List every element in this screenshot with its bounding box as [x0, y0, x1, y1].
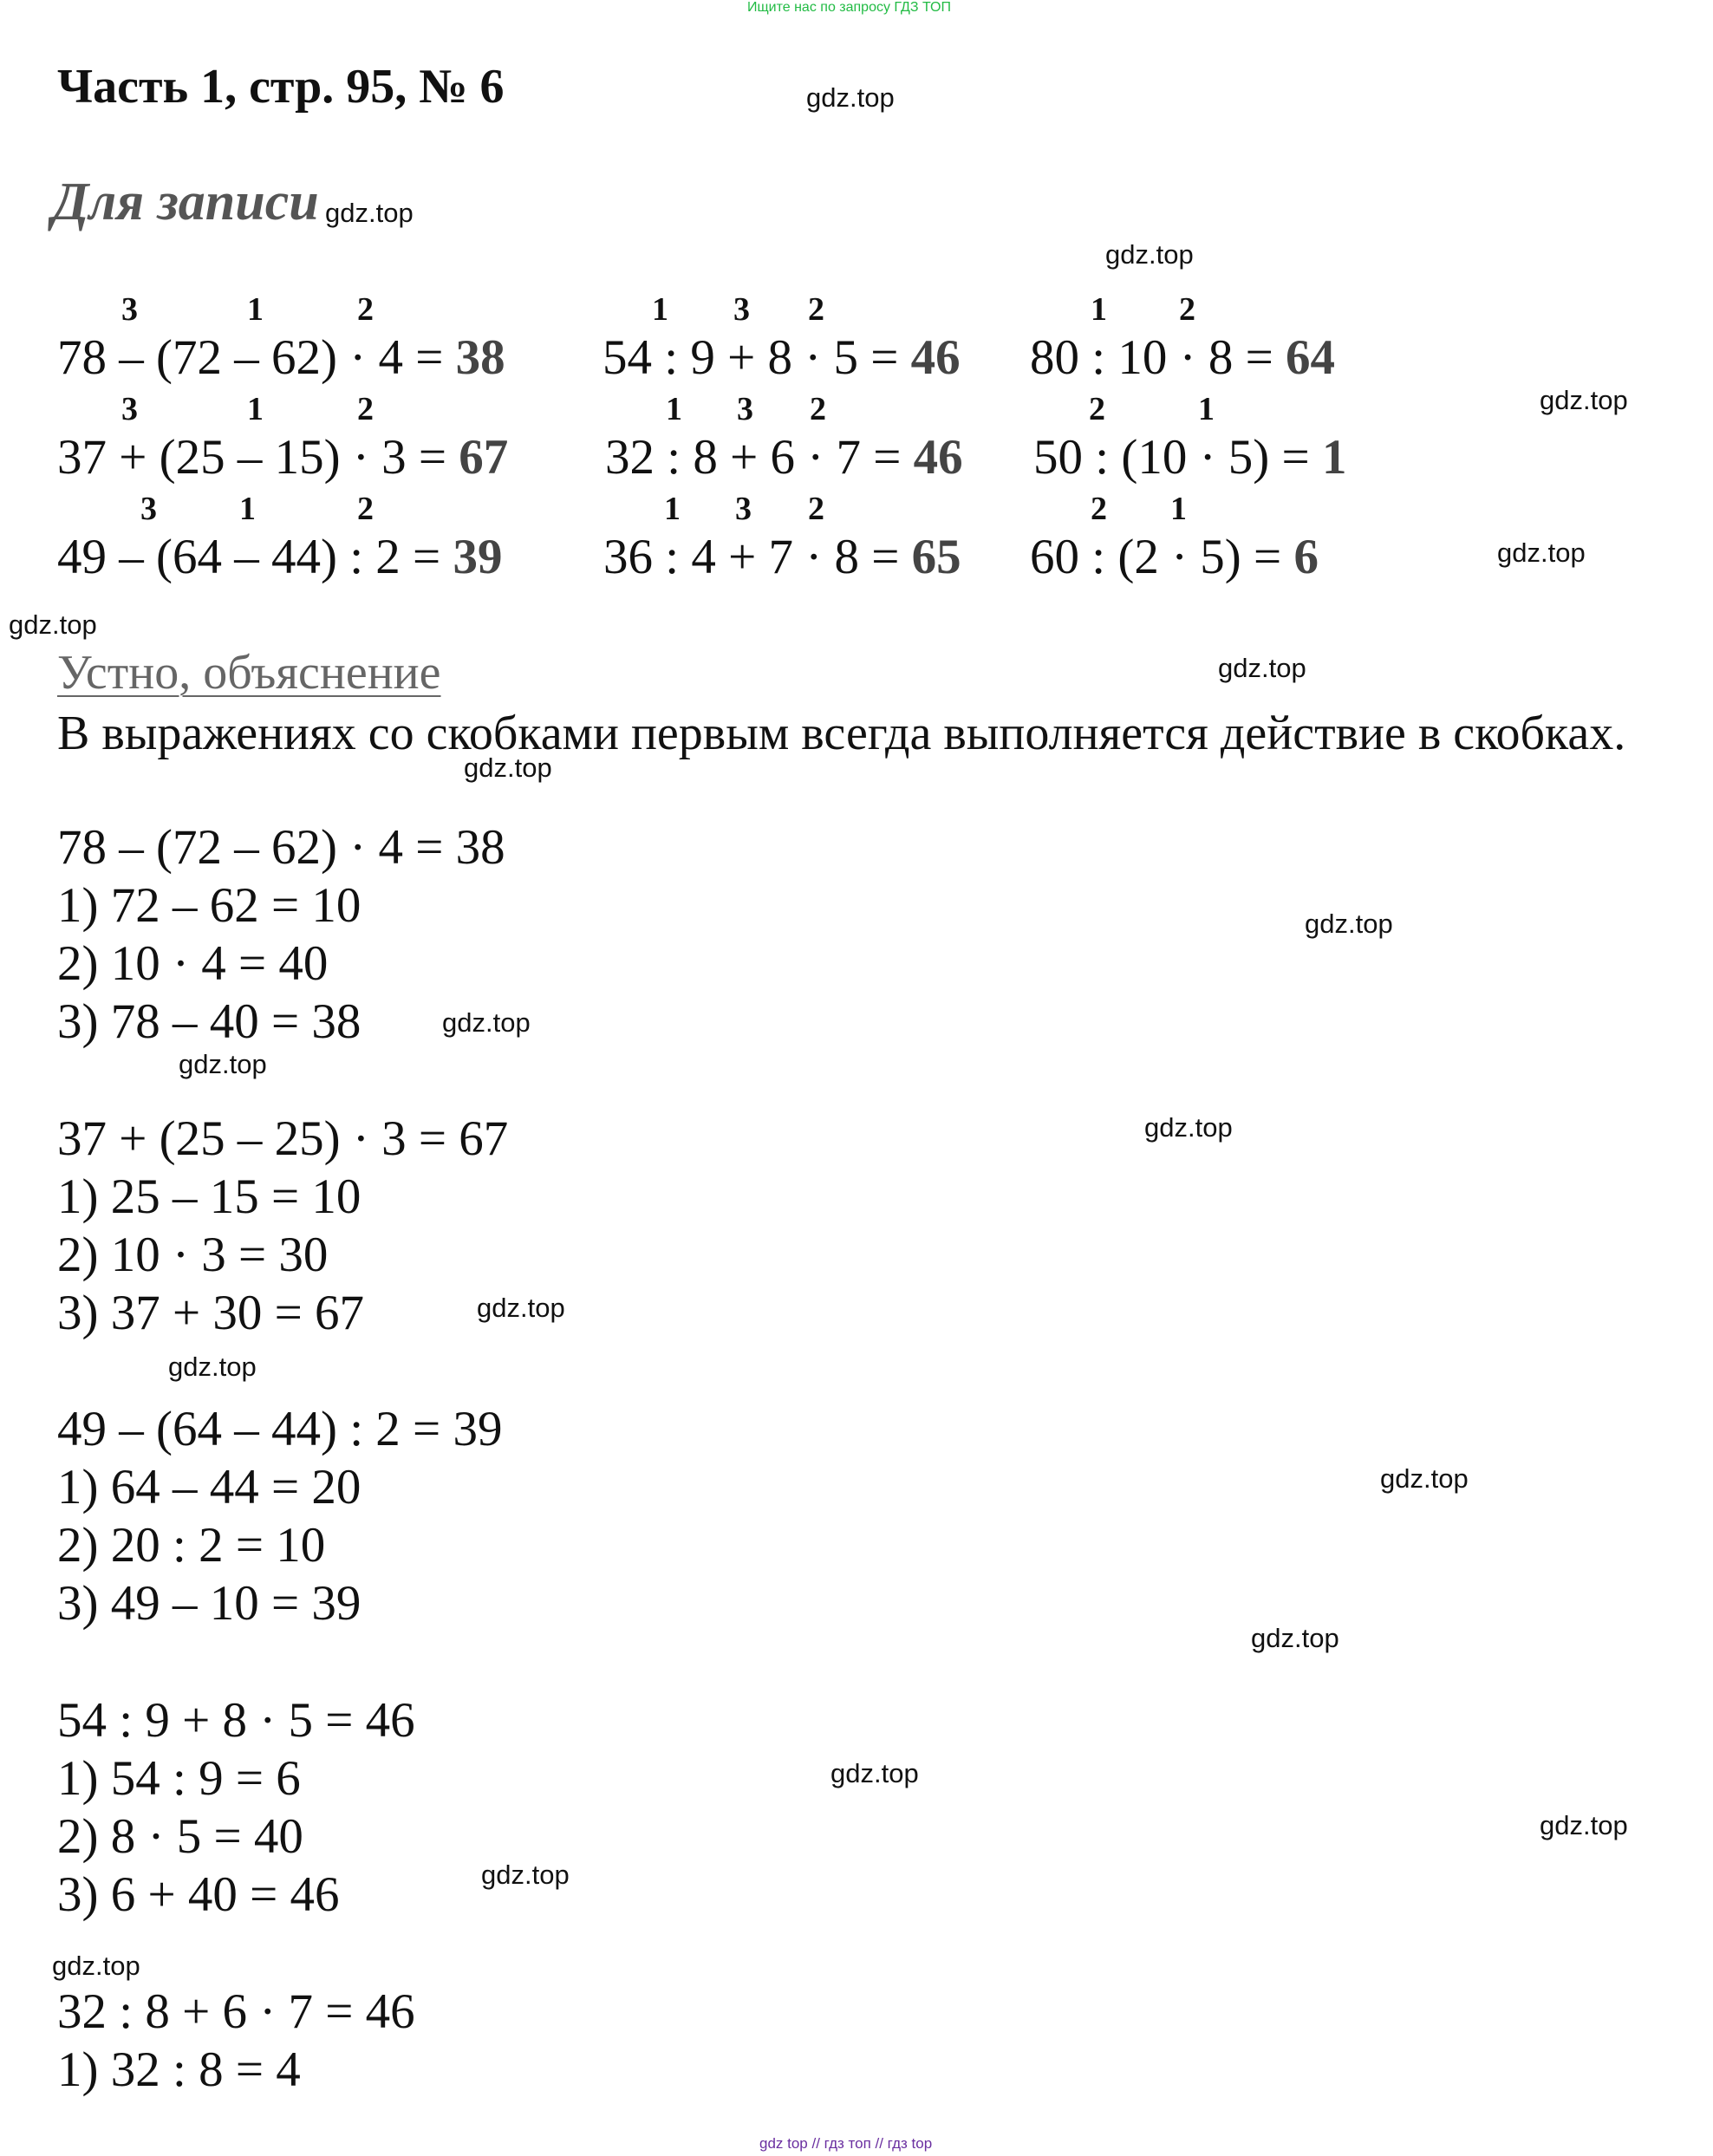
section-title: Устно, объяснение: [57, 646, 441, 700]
expression: 37 + (25 – 15) · 3 = 67: [57, 430, 509, 485]
order-digit: 1: [1198, 391, 1215, 427]
solution-line: 2) 20 : 2 = 10: [57, 1518, 326, 1573]
solution-line: 1) 64 – 44 = 20: [57, 1460, 361, 1514]
order-digit: 3: [140, 491, 157, 527]
watermark: gdz.top: [1144, 1112, 1233, 1143]
order-digit: 2: [357, 291, 374, 328]
expression: 78 – (72 – 62) · 4 = 38: [57, 330, 505, 385]
explanation-text: В выражениях со скобками первым всегда выполняется действие в скобках.: [57, 707, 1626, 760]
order-digit: 3: [121, 291, 138, 328]
solution-line: 2) 10 · 4 = 40: [57, 936, 329, 991]
watermark: gdz.top: [168, 1352, 257, 1382]
order-digit: 1: [1170, 491, 1187, 527]
watermark: gdz.top: [477, 1293, 565, 1323]
order-digit: 1: [652, 291, 668, 328]
result: 1: [1321, 430, 1347, 485]
expression: 36 : 4 + 7 · 8 = 65: [603, 530, 961, 584]
order-digit: 3: [735, 491, 752, 527]
page-title: Часть 1, стр. 95, № 6: [57, 60, 505, 114]
result: 39: [453, 530, 503, 584]
watermark: gdz.top: [1251, 1623, 1339, 1653]
expression: 80 : 10 · 8 = 64: [1030, 330, 1335, 385]
watermark: gdz.top: [830, 1758, 919, 1788]
expression: 49 – (64 – 44) : 2 = 39: [57, 530, 503, 584]
watermark: gdz.top: [1218, 653, 1306, 683]
solution-line: 78 – (72 – 62) · 4 = 38: [57, 820, 505, 875]
expression: 54 : 9 + 8 · 5 = 46: [602, 330, 961, 385]
order-digit: 2: [357, 491, 374, 527]
solution-line: 49 – (64 – 44) : 2 = 39: [57, 1402, 503, 1456]
result: 64: [1285, 330, 1335, 385]
result: 67: [459, 430, 509, 485]
order-digit: 2: [808, 291, 824, 328]
top-search-note: Ищите нас по запросу ГДЗ ТОП: [747, 0, 951, 15]
subtitle: Для записи: [52, 173, 319, 231]
solution-line: 1) 25 – 15 = 10: [57, 1169, 361, 1224]
order-digit: 3: [733, 291, 750, 328]
result: 46: [913, 430, 963, 485]
order-digit: 2: [1089, 391, 1105, 427]
solution-line: 3) 78 – 40 = 38: [57, 994, 361, 1049]
solution-line: 1) 32 : 8 = 4: [57, 2042, 301, 2097]
watermark: gdz.top: [1497, 537, 1586, 568]
watermark: gdz.top: [442, 1007, 531, 1038]
solution-line: 37 + (25 – 25) · 3 = 67: [57, 1111, 509, 1166]
order-digit: 2: [357, 391, 374, 427]
watermark: gdz.top: [1540, 1810, 1628, 1840]
expression: 50 : (10 · 5) = 1: [1033, 430, 1347, 485]
watermark: gdz.top: [325, 198, 414, 228]
order-digit: 2: [1091, 491, 1107, 527]
solution-line: 2) 10 · 3 = 30: [57, 1228, 329, 1282]
result: 46: [910, 330, 961, 385]
solution-line: 1) 54 : 9 = 6: [57, 1751, 301, 1806]
order-digit: 1: [247, 391, 264, 427]
solution-line: 3) 49 – 10 = 39: [57, 1576, 361, 1631]
solution-line: 32 : 8 + 6 · 7 = 46: [57, 1984, 415, 2039]
solution-line: 3) 6 + 40 = 46: [57, 1867, 340, 1922]
watermark: gdz.top: [1540, 385, 1628, 415]
expression: 32 : 8 + 6 · 7 = 46: [605, 430, 963, 485]
solution-line: 3) 37 + 30 = 67: [57, 1286, 365, 1340]
watermark: gdz.top: [52, 1951, 140, 1981]
order-digit: 3: [121, 391, 138, 427]
expression: 60 : (2 · 5) = 6: [1030, 530, 1319, 584]
watermark: gdz.top: [179, 1049, 267, 1079]
order-digit: 3: [737, 391, 753, 427]
watermark: gdz.top: [481, 1860, 570, 1890]
watermark: gdz.top: [1380, 1463, 1469, 1494]
order-digit: 1: [239, 491, 256, 527]
watermark: gdz.top: [806, 82, 895, 113]
result: 38: [455, 330, 505, 385]
order-digit: 1: [666, 391, 682, 427]
order-digit: 1: [664, 491, 681, 527]
order-digit: 2: [1179, 291, 1195, 328]
order-digit: 1: [1091, 291, 1107, 328]
solution-line: 2) 8 · 5 = 40: [57, 1809, 303, 1864]
footer-watermark: gdz top // гдз топ // гдз top: [759, 2135, 933, 2152]
watermark: gdz.top: [464, 752, 552, 783]
solution-line: 54 : 9 + 8 · 5 = 46: [57, 1693, 415, 1748]
solution-line: 1) 72 – 62 = 10: [57, 878, 361, 933]
watermark: gdz.top: [1105, 239, 1194, 270]
result: 65: [911, 530, 961, 584]
order-digit: 2: [808, 491, 824, 527]
watermark: gdz.top: [1305, 909, 1393, 939]
order-digit: 1: [247, 291, 264, 328]
order-digit: 2: [810, 391, 826, 427]
watermark: gdz.top: [9, 609, 97, 640]
result: 6: [1293, 530, 1319, 584]
